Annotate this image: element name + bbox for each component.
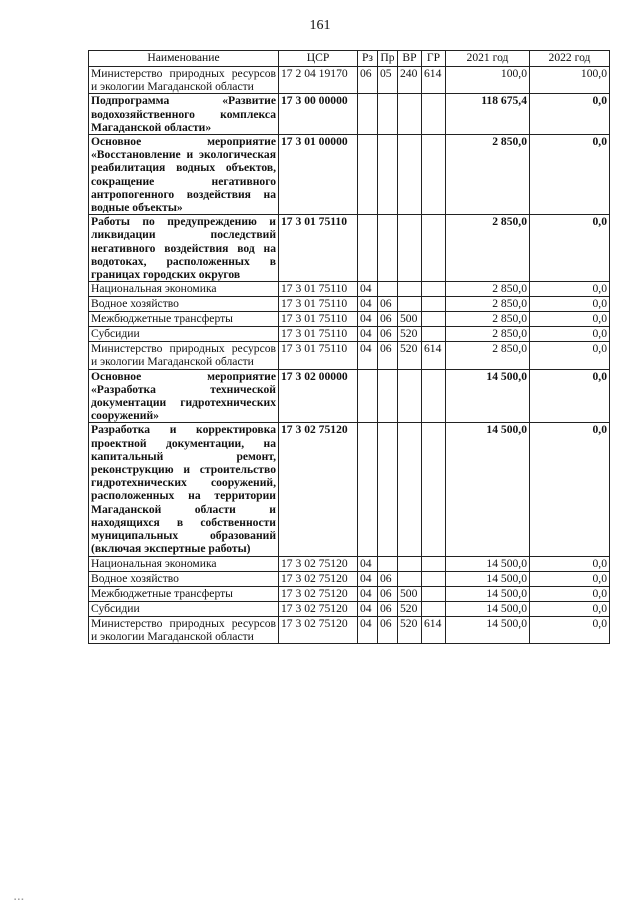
cell-name: Основное мероприятие «Восстановление и экологическая реабилитация водных объектов, сокращение негативного антропогенного воздействия на водные объекты» [89, 135, 279, 215]
cell-pr: 06 [378, 586, 398, 601]
cell-vr: 520 [398, 616, 422, 643]
cell-gr [422, 369, 446, 423]
cell-vr: 520 [398, 342, 422, 369]
cell-y2021: 14 500,0 [446, 616, 530, 643]
table-row [89, 282, 610, 297]
cell-y2022: 0,0 [530, 342, 610, 369]
cell-name: Разработка и корректировка проектной документации, на капитальный ремонт, реконструкцию и строительство гидротехнических сооружений, расположенных на территории Магаданской области и находящихся в собственности муниципальных образований (включая экспертные работы) [89, 423, 279, 556]
cell-y2022: 0,0 [530, 586, 610, 601]
cell-pr [378, 135, 398, 215]
cell-rz [358, 423, 378, 556]
cell-y2022: 100,0 [530, 67, 610, 94]
cell-vr [398, 282, 422, 297]
cell-csr: 17 3 01 75110 [279, 312, 358, 327]
cell-pr [378, 369, 398, 423]
cell-name: Субсидии [89, 601, 279, 616]
cell-y2021: 14 500,0 [446, 369, 530, 423]
cell-rz [358, 94, 378, 135]
cell-rz: 04 [358, 571, 378, 586]
cell-pr [378, 556, 398, 571]
cell-csr: 17 3 00 00000 [279, 94, 358, 135]
cell-gr [422, 215, 446, 282]
cell-vr [398, 423, 422, 556]
cell-y2021: 14 500,0 [446, 571, 530, 586]
cell-y2022: 0,0 [530, 282, 610, 297]
cell-name: Межбюджетные трансферты [89, 586, 279, 601]
cell-y2021: 2 850,0 [446, 327, 530, 342]
cell-gr: 614 [422, 616, 446, 643]
cell-rz: 04 [358, 327, 378, 342]
cell-y2022: 0,0 [530, 369, 610, 423]
cell-pr: 06 [378, 616, 398, 643]
cell-y2021: 2 850,0 [446, 342, 530, 369]
cell-rz: 06 [358, 67, 378, 94]
cell-vr: 520 [398, 601, 422, 616]
table-row [89, 327, 610, 342]
cell-vr [398, 556, 422, 571]
table-row [89, 215, 610, 282]
cell-gr [422, 586, 446, 601]
cell-y2021: 14 500,0 [446, 601, 530, 616]
cell-pr: 06 [378, 327, 398, 342]
cell-rz: 04 [358, 556, 378, 571]
cell-y2022: 0,0 [530, 327, 610, 342]
cell-csr: 17 3 02 75120 [279, 423, 358, 556]
cell-y2021: 2 850,0 [446, 297, 530, 312]
table-header-row [89, 51, 610, 67]
cell-vr [398, 571, 422, 586]
cell-vr [398, 94, 422, 135]
cell-gr [422, 135, 446, 215]
cell-gr [422, 312, 446, 327]
cell-y2022: 0,0 [530, 135, 610, 215]
cell-csr: 17 3 02 75120 [279, 616, 358, 643]
cell-csr: 17 3 02 75120 [279, 556, 358, 571]
table-row [89, 135, 610, 215]
table-row [89, 601, 610, 616]
cell-pr: 06 [378, 342, 398, 369]
cell-gr [422, 94, 446, 135]
cell-pr [378, 423, 398, 556]
cell-y2021: 14 500,0 [446, 586, 530, 601]
cell-csr: 17 3 02 75120 [279, 601, 358, 616]
table-row [89, 586, 610, 601]
cell-y2022: 0,0 [530, 556, 610, 571]
cell-rz: 04 [358, 282, 378, 297]
cell-name: Министерство природных ресурсов и экологии Магаданской области [89, 67, 279, 94]
cell-y2022: 0,0 [530, 423, 610, 556]
cell-gr: 614 [422, 67, 446, 94]
header-2022: 2022 год [530, 51, 610, 67]
cell-name: Национальная экономика [89, 556, 279, 571]
cell-y2022: 0,0 [530, 297, 610, 312]
cell-vr [398, 369, 422, 423]
cell-pr [378, 282, 398, 297]
cell-name: Национальная экономика [89, 282, 279, 297]
cell-vr: 500 [398, 312, 422, 327]
cell-rz: 04 [358, 342, 378, 369]
cell-csr: 17 3 02 75120 [279, 586, 358, 601]
cell-gr [422, 297, 446, 312]
cell-vr [398, 297, 422, 312]
cell-y2022: 0,0 [530, 601, 610, 616]
cell-rz: 04 [358, 616, 378, 643]
table-row [89, 616, 610, 643]
cell-gr: 614 [422, 342, 446, 369]
cell-y2021: 2 850,0 [446, 282, 530, 297]
cell-rz: 04 [358, 586, 378, 601]
table-row [89, 297, 610, 312]
cell-rz [358, 369, 378, 423]
table-row [89, 423, 610, 556]
cell-csr: 17 3 01 75110 [279, 282, 358, 297]
cell-y2021: 2 850,0 [446, 312, 530, 327]
cell-y2021: 2 850,0 [446, 135, 530, 215]
cell-csr: 17 3 01 75110 [279, 297, 358, 312]
page-number: 161 [309, 18, 331, 33]
cell-y2022: 0,0 [530, 94, 610, 135]
table-row [89, 571, 610, 586]
cell-y2021: 100,0 [446, 67, 530, 94]
cell-gr [422, 571, 446, 586]
cell-name: Водное хозяйство [89, 297, 279, 312]
cell-vr: 520 [398, 327, 422, 342]
cell-y2022: 0,0 [530, 215, 610, 282]
cell-name: Водное хозяйство [89, 571, 279, 586]
cell-pr: 06 [378, 312, 398, 327]
cell-csr: 17 3 01 75110 [279, 215, 358, 282]
cell-name: Основное мероприятие «Разработка технической документации гидротехнических сооружений» [89, 369, 279, 423]
cell-vr [398, 215, 422, 282]
cell-gr [422, 282, 446, 297]
header-2021: 2021 год [446, 51, 530, 67]
cell-pr [378, 215, 398, 282]
cell-rz: 04 [358, 297, 378, 312]
cell-y2022: 0,0 [530, 312, 610, 327]
cell-rz [358, 135, 378, 215]
cell-rz [358, 215, 378, 282]
cell-csr: 17 3 02 00000 [279, 369, 358, 423]
cell-csr: 17 3 01 75110 [279, 327, 358, 342]
cell-rz: 04 [358, 601, 378, 616]
cell-gr [422, 601, 446, 616]
table-row [89, 94, 610, 135]
cell-pr: 05 [378, 67, 398, 94]
table-row [89, 67, 610, 94]
scan-mark: ▪ ▪ ▪ [14, 897, 24, 903]
table-body [89, 67, 610, 644]
header-gr: ГР [422, 51, 446, 67]
cell-gr [422, 327, 446, 342]
cell-name: Межбюджетные трансферты [89, 312, 279, 327]
cell-csr: 17 3 01 00000 [279, 135, 358, 215]
cell-gr [422, 423, 446, 556]
cell-csr: 17 2 04 19170 [279, 67, 358, 94]
cell-vr [398, 135, 422, 215]
table-row [89, 342, 610, 369]
header-pr: Пр [378, 51, 398, 67]
cell-y2021: 14 500,0 [446, 556, 530, 571]
cell-name: Субсидии [89, 327, 279, 342]
cell-name: Министерство природных ресурсов и экологии Магаданской области [89, 616, 279, 643]
cell-csr: 17 3 01 75110 [279, 342, 358, 369]
cell-vr: 240 [398, 67, 422, 94]
header-vr: ВР [398, 51, 422, 67]
header-name: Наименование [89, 51, 279, 67]
cell-y2022: 0,0 [530, 571, 610, 586]
header-csr: ЦСР [279, 51, 358, 67]
cell-pr: 06 [378, 297, 398, 312]
table-row [89, 369, 610, 423]
cell-pr: 06 [378, 571, 398, 586]
table-row [89, 556, 610, 571]
cell-name: Работы по предупреждению и ликвидации последствий негативного воздействия вод на водотоках, расположенных в границах городских округов [89, 215, 279, 282]
cell-y2021: 2 850,0 [446, 215, 530, 282]
cell-gr [422, 556, 446, 571]
cell-y2021: 118 675,4 [446, 94, 530, 135]
cell-pr [378, 94, 398, 135]
cell-vr: 500 [398, 586, 422, 601]
cell-csr: 17 3 02 75120 [279, 571, 358, 586]
cell-pr: 06 [378, 601, 398, 616]
budget-table [88, 50, 610, 644]
cell-rz: 04 [358, 312, 378, 327]
cell-name: Министерство природных ресурсов и экологии Магаданской области [89, 342, 279, 369]
table-row [89, 312, 610, 327]
header-rz: Рз [358, 51, 378, 67]
cell-y2022: 0,0 [530, 616, 610, 643]
cell-y2021: 14 500,0 [446, 423, 530, 556]
cell-name: Подпрограмма «Развитие водохозяйственного комплекса Магаданской области» [89, 94, 279, 135]
